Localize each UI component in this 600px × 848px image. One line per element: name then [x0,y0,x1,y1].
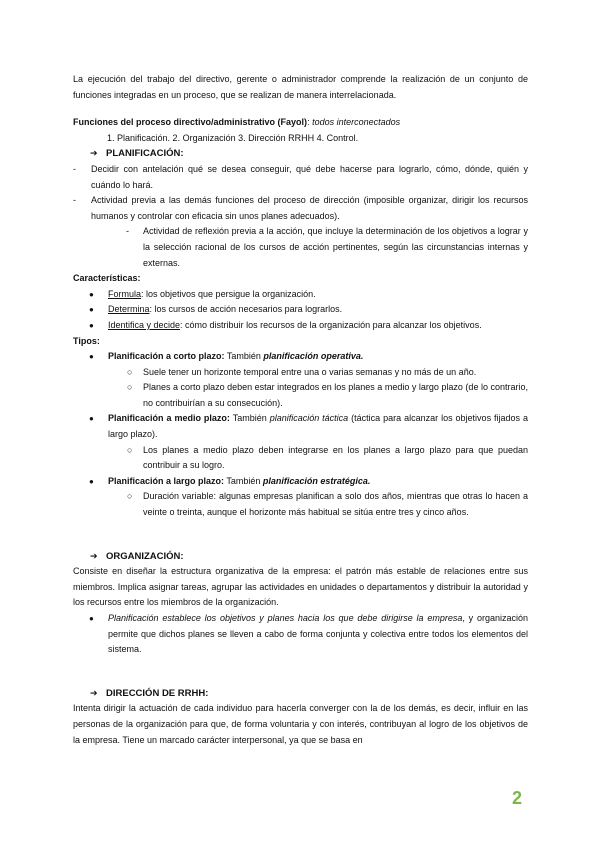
page-content [73,72,528,748]
organizacion-title: ORGANIZACIÓN: [106,550,184,562]
list-item: ○ Los planes a medio plazo deben integrarse en los planes a largo plazo para que puedan contribuir a su logro. [127,444,528,471]
funciones-heading-italic: todos interconectados [312,117,401,128]
organizacion-heading [90,549,528,565]
direccion-heading [90,686,528,702]
circle-bullet-icon: ○ [127,491,133,502]
bullet-icon: ● [89,289,94,299]
dash-marker: - [73,163,76,174]
circle-bullet-icon: ○ [127,444,133,455]
list-item: ● Planificación establece los objetivos y planes hacia los que debe dirigirse la empresa, y organización permite que dichos planes se lleven a cabo de forma conjunta y colectiva entre todos los elementos del sistema. [89,613,528,655]
bullet-icon: ● [89,352,94,362]
arrow-right-icon: ➔ [90,550,98,561]
direccion-title: DIRECCIÓN DE RRHH: [106,687,209,699]
circle-bullet-icon: ○ [127,382,133,393]
list-item: - Decidir con antelación qué se desea conseguir, qué debe hacerse para lograrlo, cómo, dónde, quién y cuándo lo hará. [73,163,528,190]
planificacion-title: PLANIFICACIÓN: [106,148,184,160]
direccion-paragraph: Intenta dirigir la actuación de cada individuo para hacerla converger con la de los demás, es decir, influir en las personas de la organización para que, de forma voluntaria y con interés, contribuyan al logro de los objetivos de la empresa. Tiene un marcado carácter interpersonal, ya que se basa en [73,703,528,745]
intro-paragraph: La ejecución del trabajo del directivo, gerente o administrador comprende la realización de un conjunto de funciones integradas en un proceso, que se realizan de manera interrelacionada. [73,74,528,100]
list-item: - Actividad de reflexión previa a la acción, que incluye la determinación de los objetivos a lograr y la selección racional de los cursos de acción pertinentes, según las circunstancias internas y externas. [126,226,528,268]
list-item: ● Planificación a largo plazo: También planificación estratégica. [73,474,528,490]
organizacion-paragraph: Consiste en diseñar la estructura organizativa de la empresa: el patrón más estable de relaciones entre sus miembros. Implica asignar tareas, agrupar las actividades en unidades o departamentos y distribuir la autoridad y los recursos entre los miembros de la organización. [73,566,528,608]
list-item: ● Identifica y decide: cómo distribuir los recursos de la organización para alcanzar los objetivos. [73,318,528,334]
list-item: ○ Suele tener un horizonte temporal entre una o varias semanas y no más de un año. [73,365,528,381]
numbered-functions: 1. Planificación. 2. Organización 3. Dirección RRHH 4. Control. [107,132,359,143]
dash-marker: - [126,226,129,237]
list-item: ● Determina: los cursos de acción necesarios para lograrlos. [73,302,528,318]
list-item: - Actividad previa a las demás funciones del proceso de dirección (imposible organizar, dirigir los recursos humanos y controlar con eficacia sin unos planes adecuados). [73,195,528,221]
numbered-marker: 1. [107,132,115,143]
bullet-icon: ● [89,320,94,330]
bullet-icon: ● [89,414,94,424]
list-item: ● Planificación a corto plazo: También planificación operativa. [73,349,528,365]
list-item: ○ Planes a corto plazo deben estar integrados en los planes a medio y largo plazo (de lo contrario, no contribuirían a su consecución). [127,382,528,408]
circle-bullet-icon: ○ [127,366,133,377]
list-item: ● Planificación a medio plazo: También planificación táctica (táctica para alcanzar los objetivos fijados a largo plazo). [89,413,529,440]
bullet-icon: ● [89,305,94,315]
arrow-right-icon: ➔ [90,687,98,698]
list-item: ○ Duración variable: algunas empresas planifican a solo dos años, mientras que otras lo hacen a veinte o treinta, aunque el horizonte más habitual se sitúa entre tres y cinco años. [127,491,528,518]
funciones-heading-bold: Funciones del proceso directivo/administrativo (Fayol) [73,117,308,128]
bullet-icon: ● [89,476,94,486]
dash-marker: - [73,195,76,206]
caracteristicas-label: Características: [73,273,141,284]
funciones-heading: Funciones del proceso directivo/administrativo (Fayol): todos interconectados [73,117,401,128]
page-number: 2 [512,788,523,808]
planificacion-heading [90,146,528,162]
list-item: ● Formula: los objetivos que persigue la organización. [73,287,528,303]
arrow-right-icon: ➔ [90,148,98,159]
tipos-label: Tipos: [73,335,100,346]
bullet-icon: ● [89,614,94,623]
